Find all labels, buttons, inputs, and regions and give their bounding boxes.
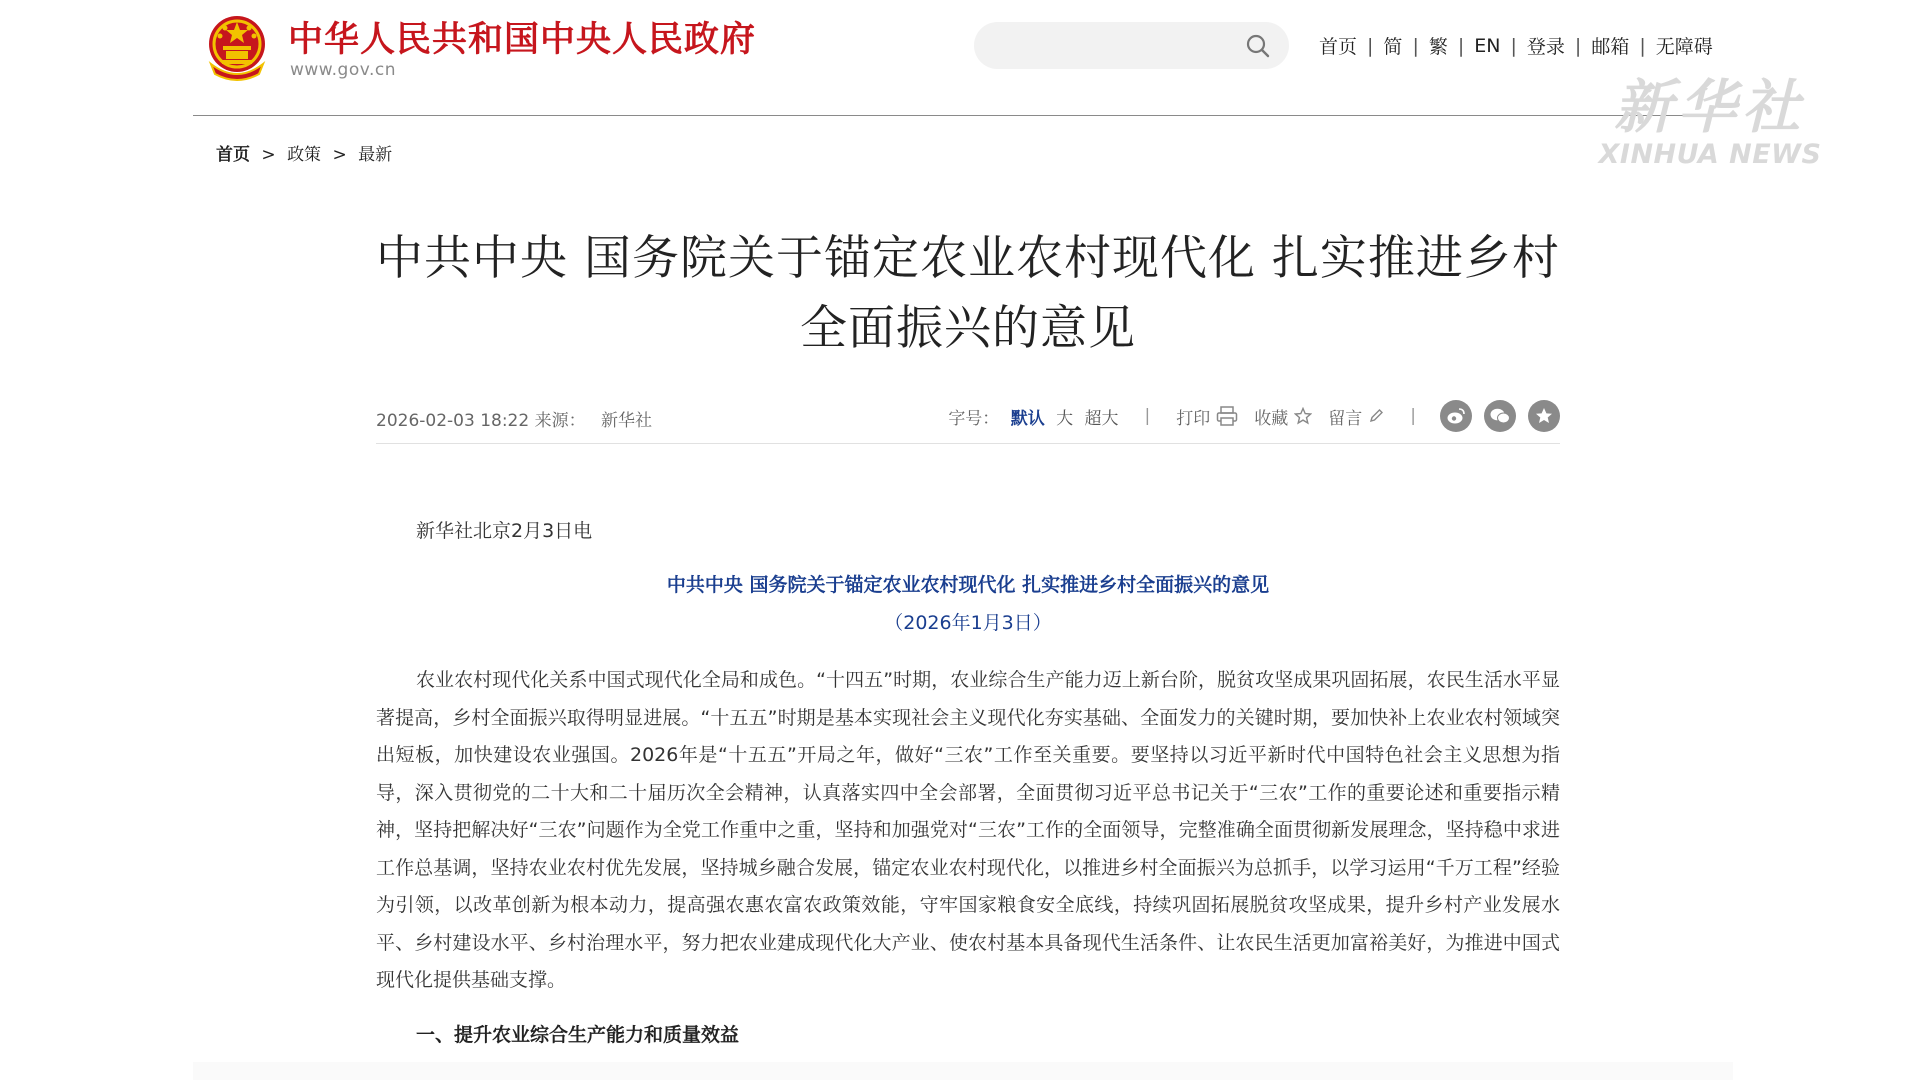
- weibo-icon: [1446, 407, 1466, 425]
- nav-home[interactable]: 首页: [1319, 36, 1358, 58]
- source-name: 新华社: [601, 411, 653, 431]
- document-date: （2026年1月3日）: [884, 612, 1052, 634]
- dateline: 新华社北京2月3日电: [416, 520, 593, 542]
- pencil-icon: [1368, 408, 1384, 424]
- font-size-control: [948, 404, 1118, 429]
- nav-traditional[interactable]: 繁: [1428, 36, 1448, 58]
- nav-simplified[interactable]: 简: [1383, 36, 1403, 58]
- document-heading: 中共中央 国务院关于锚定农业农村现代化 扎实推进乡村全面振兴的意见: [666, 574, 1270, 596]
- article-paragraph: 农业农村现代化关系中国式现代化全局和成色。“十四五”时期，农业综合生产能力迈上新台阶，脱贫攻坚成果巩固拓展，农民生活水平显著提高，乡村全面振兴取得明显进展。“十五五”时期是基本实现社会主义现代化夯实基础、全面发力的关键时期，要加快补上农业农村领域突出短板，加快建设农业强国。2026年是“十五五”开局之年，做好“三农”工作至关重要。要坚持以习近平新时代中国特色社会主义思想为指导，深入贯彻党的二十大和二十届历次全会精神，认真落实四中全会部署，全面贯彻习近平总书记关于“三农”工作的重要论述和重要指示精神，坚持把解决好“三农”问题作为全党工作重中之重，坚持和加强党对“三农”工作的全面领导，完整准确全面贯彻新发展理念，坚持稳中求进工作总基调，坚持农业农村优先发展，坚持城乡融合发展，锚定农业农村现代化，以推进乡村全面振兴为总抓手，以学习运用“千万工程”经验为引领，以改革创新为根本动力，提高强农惠农富农政策效能，守牢国家粮食安全底线，持续巩固拓展脱贫攻坚成果，提升乡村产业发展水平、乡村建设水平、乡村治理水平，努力把农业建成现代化大产业、使农村基本具备现代生活条件、让农民生活更加富裕美好，为推进中国式现代化提供基础支撑。: [376, 669, 1560, 991]
- comment-button[interactable]: [1328, 404, 1384, 429]
- breadcrumb-separator: >: [332, 145, 347, 165]
- page-footer-shade: [193, 1062, 1733, 1080]
- share-icons: [1440, 400, 1560, 432]
- article-title: [376, 224, 1560, 364]
- search-input[interactable]: [996, 32, 1236, 59]
- breadcrumb-separator: >: [261, 145, 276, 165]
- site-domain: www.gov.cn: [290, 60, 397, 80]
- font-size-large[interactable]: 大: [1056, 408, 1074, 429]
- source-label: 来源：: [534, 411, 586, 431]
- nav-english[interactable]: EN: [1474, 34, 1501, 57]
- nav-accessibility[interactable]: 无障碍: [1655, 36, 1713, 58]
- breadcrumb-policy[interactable]: 政策: [287, 145, 322, 165]
- national-emblem-icon[interactable]: [205, 14, 269, 82]
- tools-separator: |: [1144, 406, 1151, 426]
- nav-mailbox[interactable]: 邮箱: [1591, 36, 1630, 58]
- favorite-label: 收藏: [1254, 408, 1289, 429]
- nav-separator: |: [1457, 34, 1465, 57]
- nav-separator: |: [1574, 34, 1582, 57]
- breadcrumb-latest[interactable]: 最新: [358, 145, 393, 165]
- publish-datetime: 2026-02-03 18:22: [376, 411, 530, 431]
- printer-icon: [1216, 406, 1238, 426]
- article-title-line-1: 中共中央 国务院关于锚定农业农村现代化 扎实推进乡村: [376, 231, 1560, 286]
- qzone-icon: [1534, 406, 1554, 426]
- comment-label: 留言: [1328, 408, 1363, 429]
- article-tools: [948, 398, 1560, 434]
- font-size-default[interactable]: 默认: [1010, 408, 1045, 429]
- site-title[interactable]: 中华人民共和国中央人民政府: [288, 20, 757, 60]
- print-label: 打印: [1176, 408, 1211, 429]
- nav-separator: |: [1367, 34, 1374, 57]
- watermark-en: XINHUA NEWS: [1598, 139, 1822, 170]
- section-heading: 一、提升农业综合生产能力和质量效益: [416, 1024, 740, 1046]
- nav-login[interactable]: 登录: [1526, 36, 1565, 58]
- search-box: [974, 22, 1289, 69]
- article-meta-info: [376, 406, 652, 431]
- breadcrumb-home[interactable]: 首页: [216, 145, 250, 165]
- search-icon[interactable]: [1245, 33, 1271, 59]
- nav-separator: |: [1510, 34, 1517, 57]
- share-weibo-button[interactable]: [1440, 400, 1472, 432]
- wechat-icon: [1489, 407, 1511, 425]
- watermark-cn: 新华社: [1613, 73, 1806, 141]
- site-header: [193, 0, 1733, 116]
- font-size-label: 字号：: [948, 408, 1000, 429]
- article-meta-bar: [376, 398, 1560, 444]
- article-title-line-2: 全面振兴的意见: [800, 301, 1136, 356]
- print-button[interactable]: [1176, 404, 1238, 429]
- nav-separator: |: [1639, 34, 1646, 57]
- tools-separator: |: [1410, 406, 1416, 426]
- font-size-extra-large[interactable]: 超大: [1084, 408, 1119, 429]
- favorite-button[interactable]: [1254, 404, 1312, 429]
- nav-separator: |: [1412, 34, 1419, 57]
- star-icon: [1294, 407, 1312, 425]
- share-wechat-button[interactable]: [1484, 400, 1516, 432]
- top-nav: [1319, 32, 1713, 59]
- breadcrumb: [216, 140, 392, 165]
- share-qzone-button[interactable]: [1528, 400, 1560, 432]
